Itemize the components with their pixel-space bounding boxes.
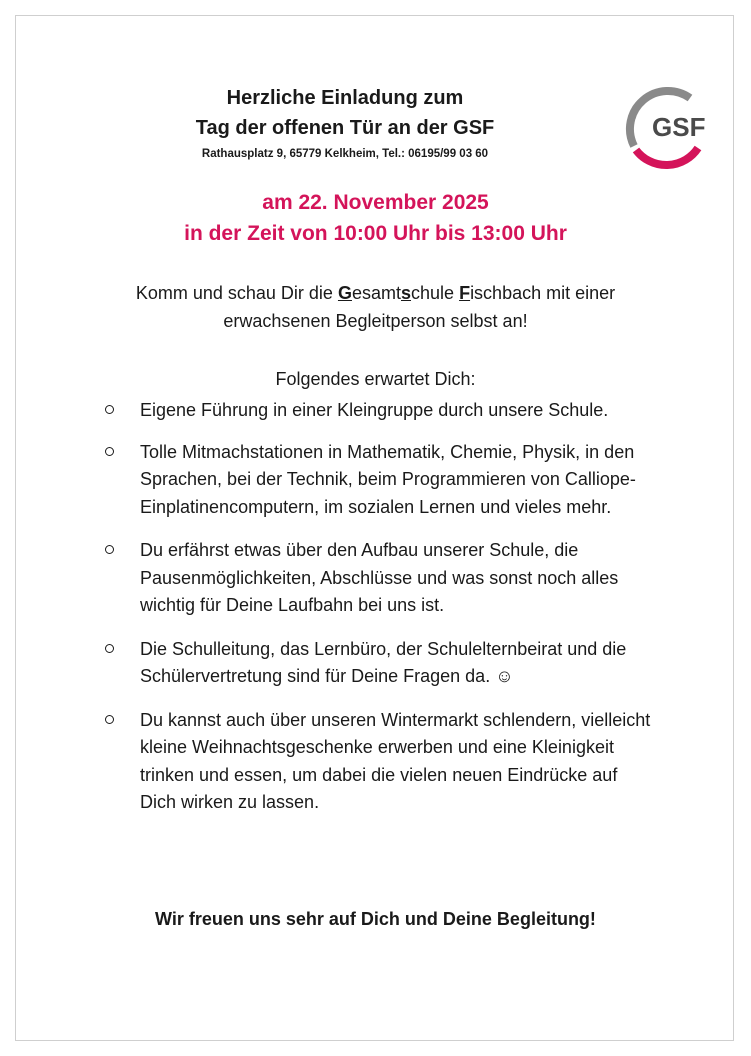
intro-letter-f: F: [459, 283, 471, 303]
list-item: [105, 636, 705, 691]
intro-text: [0, 279, 751, 335]
intro-line-1: [0, 279, 751, 307]
list-item-text: Die Schulleitung, das Lernbüro, der Schulelternbeirat und die Schülervertretung sind für Deine Fragen da. ☺: [140, 638, 627, 686]
logo-red-arc: [636, 148, 698, 165]
title-line-2: Tag der offenen Tür an der GSF: [195, 117, 495, 139]
intro-part: Komm und schau Dir die: [135, 283, 338, 303]
header: [0, 83, 690, 163]
list-item-text: Eigene Führung in einer Kleingruppe durch unsere Schule.: [140, 400, 609, 420]
circle-bullet-icon: [105, 545, 114, 554]
list-item-text: Tolle Mitmachstationen in Mathematik, Chemie, Physik, in den Sprachen, bei der Technik, beim Programmieren von Calliope-Einplatinencomputern, im sozialen Lernen und vieles mehr.: [140, 441, 636, 517]
intro-letter-g: G: [337, 283, 352, 303]
circle-bullet-icon: [105, 644, 114, 653]
gsf-logo: [622, 84, 712, 170]
list-item: [105, 439, 705, 522]
list-item-text: Du erfährst etwas über den Aufbau unserer Schule, die Pausenmöglichkeiten, Abschlüsse und was sonst noch alles wichtig für Deine Laufbahn bei uns ist.: [140, 540, 619, 615]
list-item: [105, 707, 705, 817]
event-time: in der Zeit von 10:00 Uhr bis 13:00 Uhr: [184, 222, 567, 245]
intro-part: chule: [411, 283, 460, 303]
intro-line-2: erwachsenen Begleitperson selbst an!: [223, 311, 528, 331]
list-item-text: Du kannst auch über unseren Wintermarkt schlendern, vielleicht kleine Weihnachtsgeschenke erwerben und eine Kleinigkeit trinken und essen, um dabei die vielen neuen Eindrücke auf Dich wirken zu lassen.: [140, 709, 651, 812]
intro-part: esamt: [351, 283, 401, 303]
list-item: [105, 397, 705, 425]
address: Rathausplatz 9, 65779 Kelkheim, Tel.: 06195/99 03 60: [201, 148, 489, 160]
list-item: [105, 537, 705, 620]
gsf-logo-icon: [622, 84, 712, 170]
logo-text: GSF: [652, 112, 706, 142]
event-date: am 22. November 2025: [262, 191, 489, 214]
feature-list: [105, 397, 705, 817]
closing-text: Wir freuen uns sehr auf Dich und Deine Begleitung!: [155, 909, 596, 929]
circle-bullet-icon: [105, 405, 114, 414]
title-line-1: Herzliche Einladung zum: [226, 87, 464, 109]
intro-part: ischbach mit einer: [470, 283, 616, 303]
expect-heading: Folgendes erwartet Dich:: [275, 369, 476, 389]
circle-bullet-icon: [105, 715, 114, 724]
intro-letter-s: s: [401, 283, 412, 303]
circle-bullet-icon: [105, 447, 114, 456]
event-date-block: [0, 187, 751, 249]
